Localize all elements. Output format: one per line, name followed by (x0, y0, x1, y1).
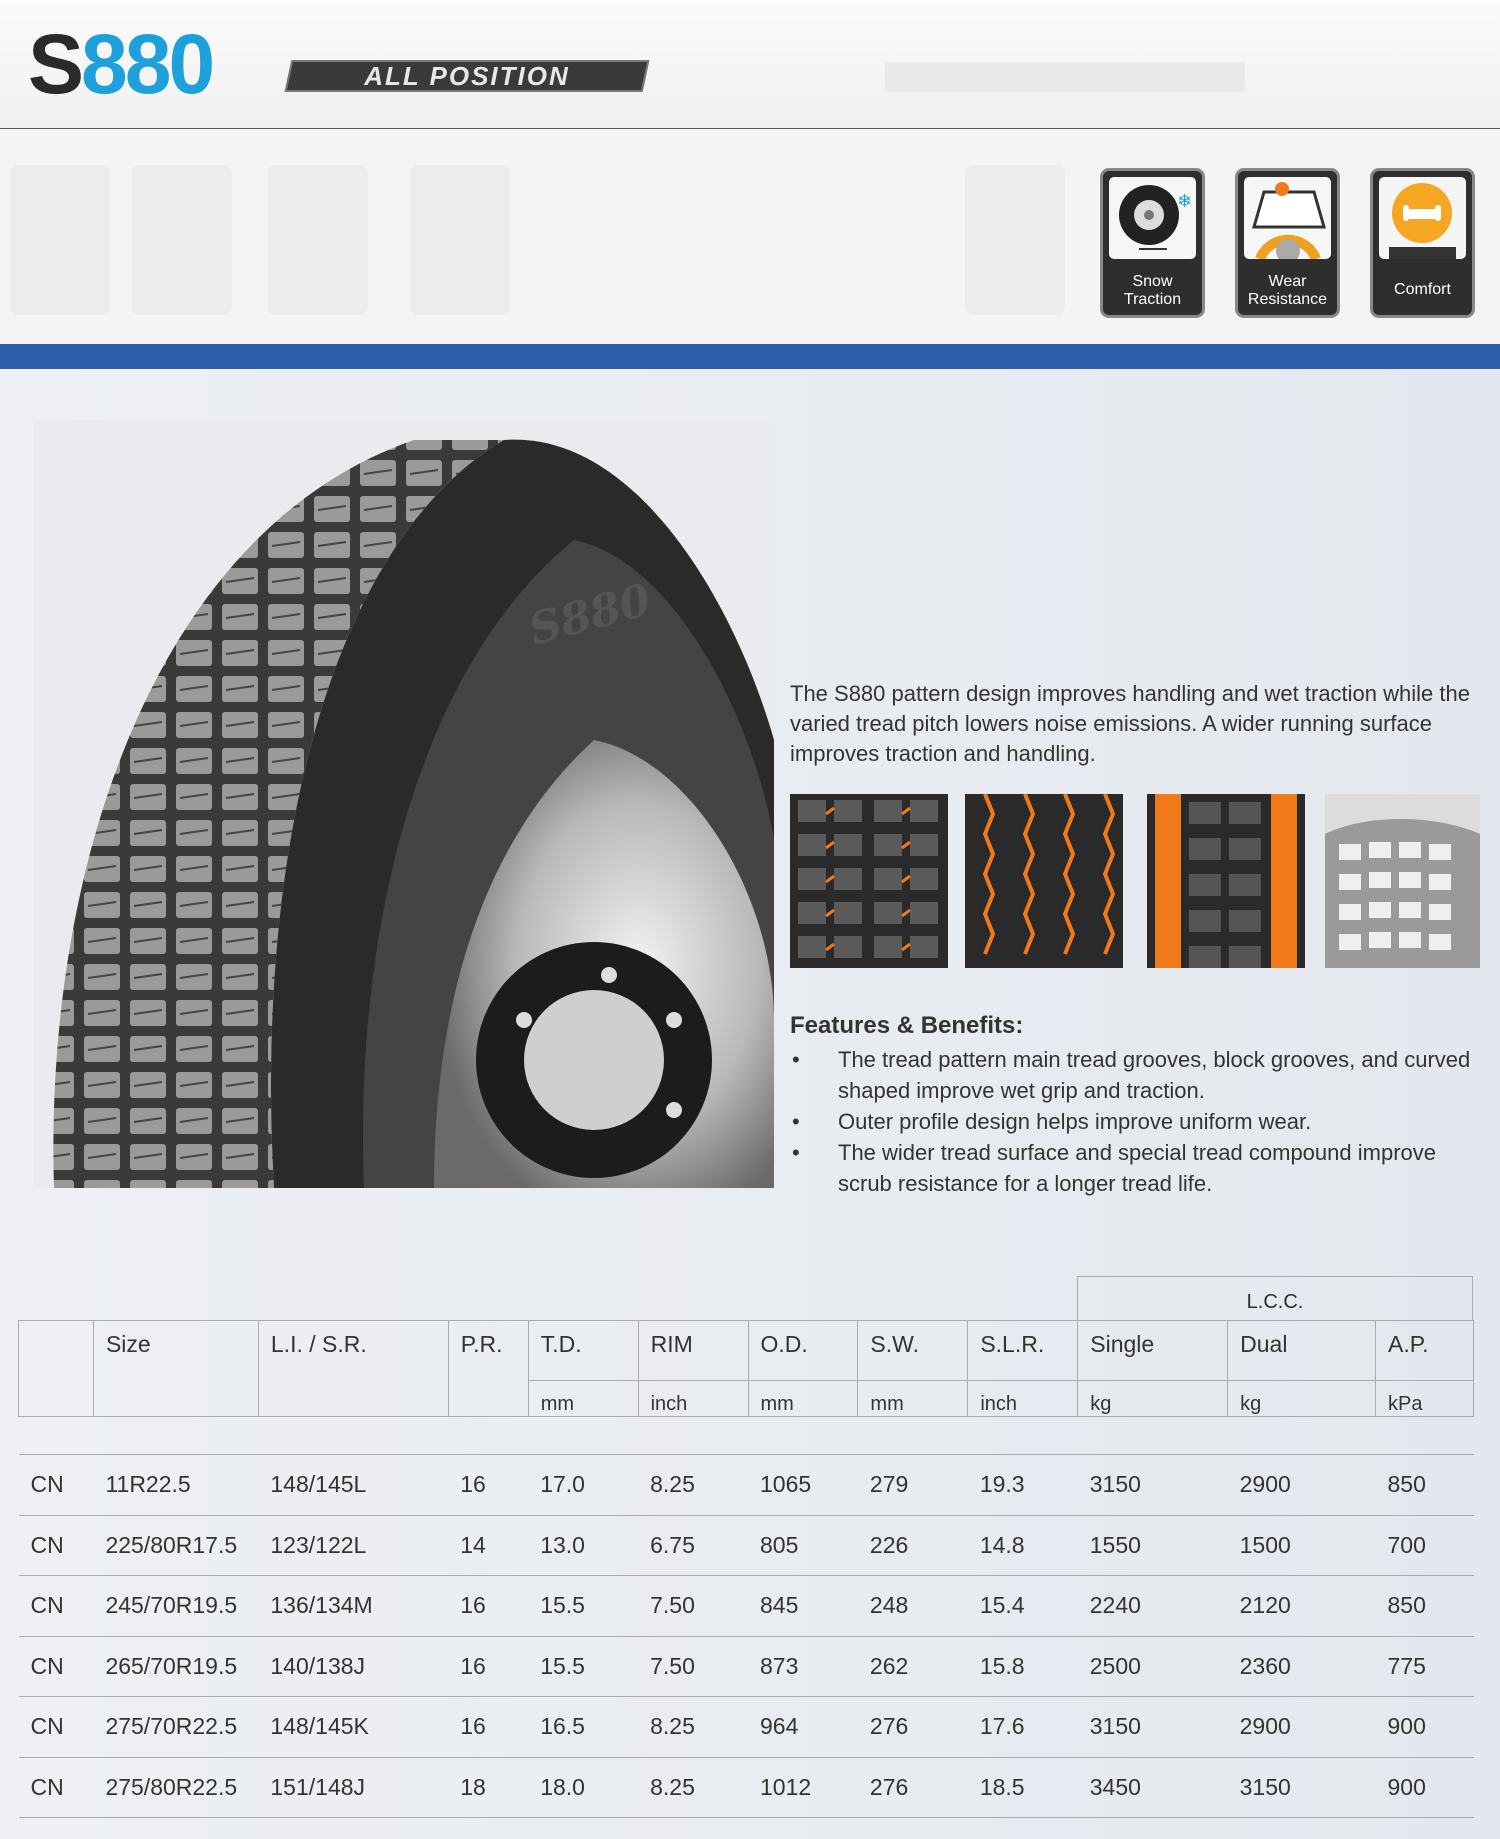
col-header-ply-rating: P.R. (448, 1321, 528, 1417)
table-cell: 15.8 (968, 1636, 1078, 1697)
table-cell: 15.5 (528, 1576, 638, 1637)
benefits-title: Features & Benefits: (790, 1012, 1024, 1039)
table-cell: 1065 (748, 1455, 858, 1516)
table-row (19, 1455, 1474, 1516)
table-cell: 275/80R22.5 (93, 1757, 258, 1818)
table-cell: 248 (858, 1576, 968, 1637)
table-cell: 123/122L (258, 1515, 448, 1576)
snow-traction-icon: ❄ Snow Traction (1100, 168, 1205, 318)
table-cell: 3450 (1078, 1757, 1228, 1818)
col-header-overall-diameter: O.D. mm (748, 1321, 858, 1417)
table-cell: 2900 (1228, 1697, 1376, 1758)
col-header-dual: Dual kg (1228, 1321, 1376, 1417)
col-header-rim: RIM inch (638, 1321, 748, 1417)
description-text: The S880 pattern design improves handling and wet traction while the varied tread pitch lowers noise emissions. A wider running surface improves traction and handling. (790, 681, 1470, 766)
table-cell: 140/138J (258, 1636, 448, 1697)
table-cell: 276 (858, 1757, 968, 1818)
table-cell: 14.8 (968, 1515, 1078, 1576)
table-cell: 8.25 (638, 1757, 748, 1818)
table-cell: 136/134M (258, 1576, 448, 1637)
table-row (19, 1636, 1474, 1697)
table-cell: 16 (448, 1576, 528, 1637)
table-cell: 17.0 (528, 1455, 638, 1516)
table-cell: 18.0 (528, 1757, 638, 1818)
col-header-tread-depth: T.D. mm (528, 1321, 638, 1417)
list-item: • Outer profile design helps improve uniform wear. (790, 1106, 1490, 1137)
spec-table-body (19, 1417, 1474, 1818)
table-cell: 3150 (1078, 1455, 1228, 1516)
table-row (19, 1515, 1474, 1576)
table-cell: 8.25 (638, 1697, 748, 1758)
table-cell: 226 (858, 1515, 968, 1576)
tyre-image (34, 420, 774, 1188)
spacer-row (19, 1417, 1474, 1455)
table-cell: 3150 (1078, 1697, 1228, 1758)
table-cell: 11R22.5 (93, 1455, 258, 1516)
list-item: • The wider tread surface and special tread compound improve scrub resistance for a longer tread life. (790, 1137, 1490, 1199)
table-cell: 15.5 (528, 1636, 638, 1697)
table-cell: 16 (448, 1455, 528, 1516)
table-header-row (19, 1321, 1474, 1417)
col-header-load-index: L.I. / S.R. (258, 1321, 448, 1417)
tread-pattern-image (1147, 794, 1305, 968)
table-cell: 700 (1375, 1515, 1473, 1576)
table-cell: 900 (1375, 1757, 1473, 1818)
ghost-icon (965, 165, 1065, 315)
table-cell: 805 (748, 1515, 858, 1576)
table-cell: CN (19, 1636, 94, 1697)
table-row (19, 1757, 1474, 1818)
position-tag: ALL POSITION (285, 60, 650, 92)
wear-resistance-icon: Wear Resistance (1235, 168, 1340, 318)
table-cell: 151/148J (258, 1757, 448, 1818)
model-title: S880 (28, 17, 213, 111)
table-cell: CN (19, 1515, 94, 1576)
blue-divider-band (0, 344, 1500, 369)
table-row (19, 1576, 1474, 1637)
table-cell: 276 (858, 1697, 968, 1758)
sidewall-label: S880 (523, 574, 657, 656)
table-cell: CN (19, 1757, 94, 1818)
table-cell: 850 (1375, 1455, 1473, 1516)
table-cell: 15.4 (968, 1576, 1078, 1637)
table-cell: 245/70R19.5 (93, 1576, 258, 1637)
table-cell: 1500 (1228, 1515, 1376, 1576)
col-header-static-loaded-radius: S.L.R. inch (968, 1321, 1078, 1417)
page-header (0, 0, 1500, 128)
svg-text:❄: ❄ (1177, 191, 1193, 212)
table-cell: 1550 (1078, 1515, 1228, 1576)
table-cell: 16 (448, 1636, 528, 1697)
table-cell: 16 (448, 1697, 528, 1758)
table-cell: 845 (748, 1576, 858, 1637)
table-cell: 18.5 (968, 1757, 1078, 1818)
table-cell: CN (19, 1697, 94, 1758)
col-header-origin (19, 1321, 94, 1417)
ghost-icon (410, 165, 510, 315)
table-cell: 279 (858, 1455, 968, 1516)
table-cell: 16.5 (528, 1697, 638, 1758)
table-cell: 262 (858, 1636, 968, 1697)
table-cell: 850 (1375, 1576, 1473, 1637)
table-cell: 19.3 (968, 1455, 1078, 1516)
ghost-bar (885, 62, 1245, 92)
col-header-section-width: S.W. mm (858, 1321, 968, 1417)
table-cell: 17.6 (968, 1697, 1078, 1758)
table-cell: CN (19, 1455, 94, 1516)
table-cell: 3150 (1228, 1757, 1376, 1818)
tread-photo (1325, 794, 1480, 968)
table-cell: 275/70R22.5 (93, 1697, 258, 1758)
tread-pattern-image (790, 794, 948, 968)
benefits-list (790, 1044, 1490, 1199)
col-header-size: Size (93, 1321, 258, 1417)
table-cell: 8.25 (638, 1455, 748, 1516)
table-cell: 873 (748, 1636, 858, 1697)
ghost-icon (132, 165, 232, 315)
table-cell: CN (19, 1576, 94, 1637)
ghost-icon (268, 165, 368, 315)
table-cell: 148/145L (258, 1455, 448, 1516)
table-cell: 2360 (1228, 1636, 1376, 1697)
table-cell: 148/145K (258, 1697, 448, 1758)
table-row (19, 1697, 1474, 1758)
comfort-icon: Comfort (1370, 168, 1475, 318)
table-cell: 18 (448, 1757, 528, 1818)
table-cell: 7.50 (638, 1576, 748, 1637)
lcc-group-header: L.C.C. (1077, 1276, 1473, 1321)
table-cell: 900 (1375, 1697, 1473, 1758)
table-cell: 964 (748, 1697, 858, 1758)
table-cell: 14 (448, 1515, 528, 1576)
col-header-air-pressure: A.P. kPa (1375, 1321, 1473, 1417)
table-cell: 2120 (1228, 1576, 1376, 1637)
table-cell: 265/70R19.5 (93, 1636, 258, 1697)
table-cell: 13.0 (528, 1515, 638, 1576)
table-cell: 6.75 (638, 1515, 748, 1576)
col-header-single: Single kg (1078, 1321, 1228, 1417)
ghost-icon (10, 165, 110, 315)
table-cell: 1012 (748, 1757, 858, 1818)
list-item: • The tread pattern main tread grooves, block grooves, and curved shaped improve wet grip and traction. (790, 1044, 1490, 1106)
table-cell: 775 (1375, 1636, 1473, 1697)
table-cell: 7.50 (638, 1636, 748, 1697)
table-cell: 2240 (1078, 1576, 1228, 1637)
tread-pattern-image (965, 794, 1123, 968)
table-cell: 225/80R17.5 (93, 1515, 258, 1576)
spec-table (18, 1320, 1474, 1818)
table-cell: 2500 (1078, 1636, 1228, 1697)
table-cell: 2900 (1228, 1455, 1376, 1516)
